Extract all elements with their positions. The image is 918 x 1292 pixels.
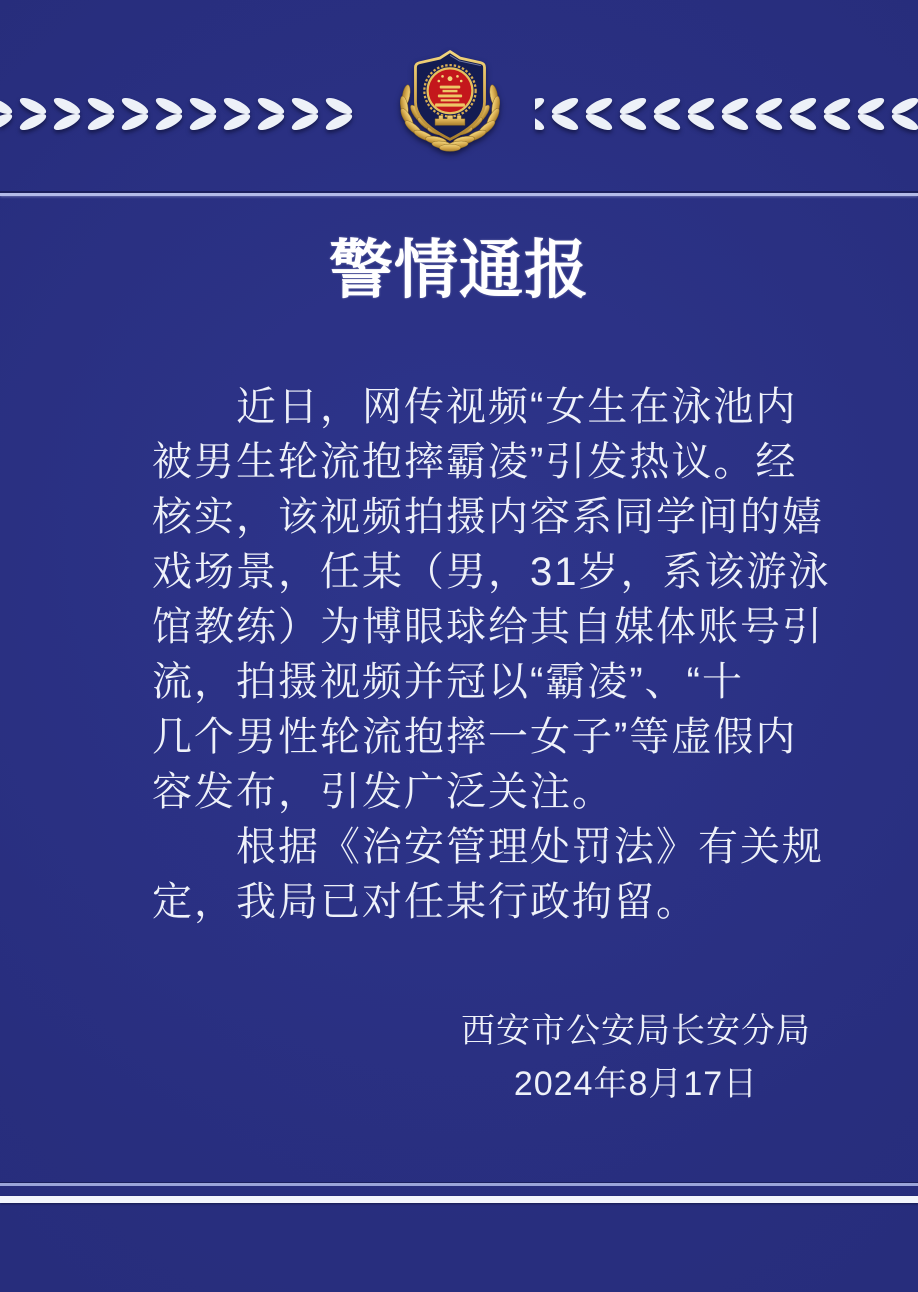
signature-block — [455, 1005, 817, 1111]
body-line: 近日，网传视频“女生在泳池内 — [236, 385, 798, 429]
bottom-divider-thick — [0, 1196, 918, 1203]
body-line: 馆教练）为博眼球给其自媒体账号引 — [152, 605, 824, 649]
body-line: 戏场景，任某（男，31岁，系该游泳 — [152, 550, 831, 594]
bottom-divider-thin — [0, 1183, 918, 1186]
body-line: 被男生轮流抱摔霸凌”引发热议。经 — [152, 440, 798, 484]
left-chevrons-icon — [0, 93, 370, 135]
body-line: 容发布，引发广泛关注。 — [152, 770, 614, 814]
body-line: 核实，该视频拍摄内容系同学间的嬉 — [152, 495, 824, 539]
right-chevrons-icon — [535, 93, 918, 135]
notice-body — [152, 380, 832, 930]
police-badge-icon — [394, 46, 506, 158]
body-line: 几个男性轮流抱摔一女子”等虚假内 — [152, 715, 798, 759]
issue-date: 2024年8月17日 — [513, 1065, 759, 1103]
issuing-authority: 西安市公安局长安分局 — [461, 1012, 811, 1050]
body-line: 定，我局已对任某行政拘留。 — [152, 880, 698, 924]
body-line: 根据《治安管理处罚法》有关规 — [236, 825, 824, 869]
top-divider — [0, 193, 918, 196]
body-line: 流，拍摄视频并冠以“霸凌”、“十 — [152, 660, 744, 704]
notice-title: 警情通报 — [329, 234, 589, 306]
